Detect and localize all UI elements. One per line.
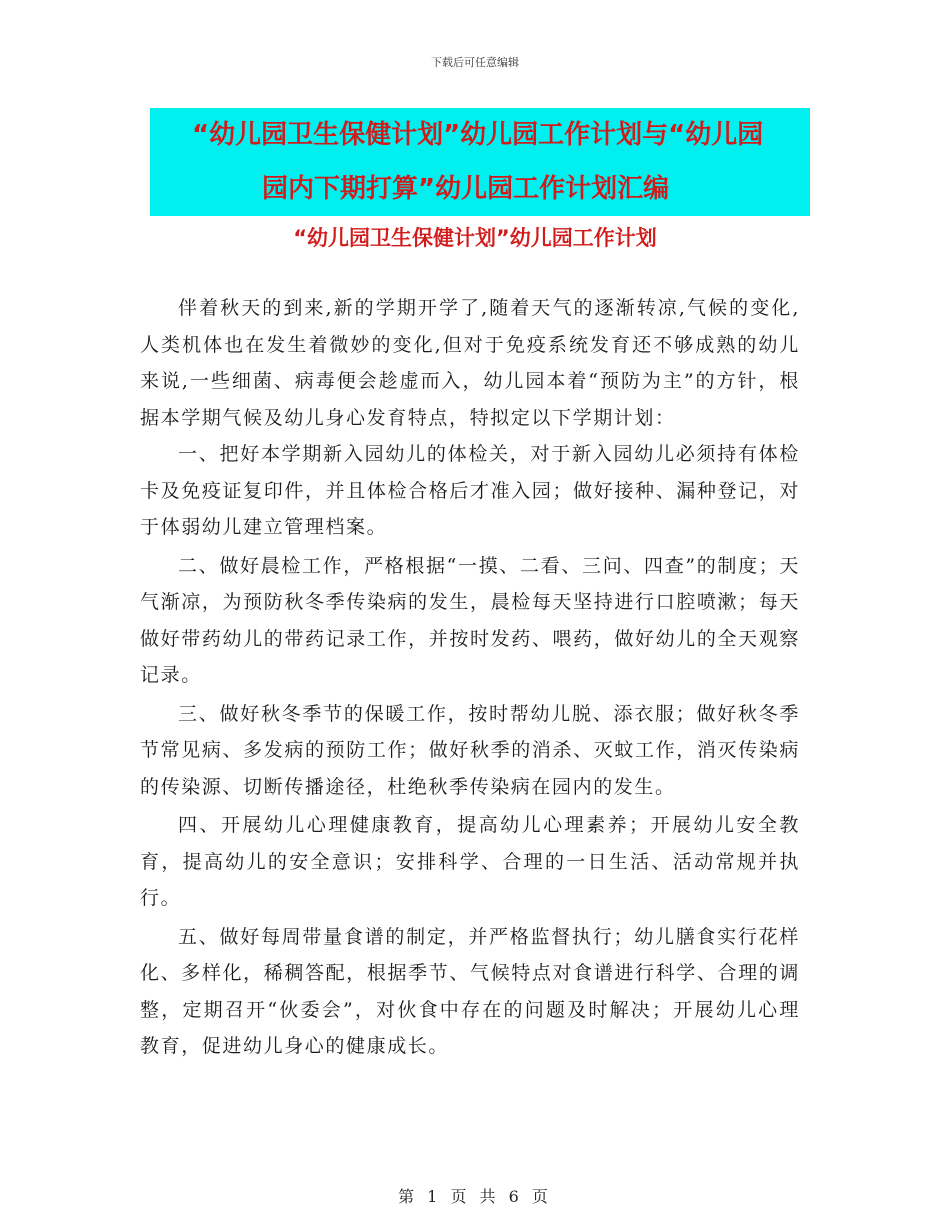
page-number: 第 1 页 共 6 页: [398, 1187, 552, 1206]
paragraph-intro: 伴着秋天的到来,新的学期开学了,随着天气的逐渐转凉,气候的变化,人类机体也在发生着微妙的变化,但对于免疫系统发育还不够成熟的幼儿来说,一些细菌、病毒便会趁虚而入，幼儿园本着“预防为主”的方针，根据本学期气候及幼儿身心发育特点，特拟定以下学期计划：: [140, 297, 800, 429]
paragraph-item-4: 四、开展幼儿心理健康教育，提高幼儿心理素养；开展幼儿安全教育，提高幼儿的安全意识；安排科学、合理的一日生活、活动常规并执行。: [140, 814, 800, 909]
paragraph-item-1: 一、把好本学期新入园幼儿的体检关，对于新入园幼儿必须持有体检卡及免疫证复印件，并且体检合格后才准入园；做好接种、漏种登记，对于体弱幼儿建立管理档案。: [140, 443, 800, 538]
document-body: [140, 290, 800, 1065]
section-title: “幼儿园卫生保健计划”幼儿园工作计划: [293, 226, 657, 250]
paragraph-item-5: 五、做好每周带量食谱的制定，并严格监督执行；幼儿膳食实行花样化、多样化，稀稠答配，根据季节、气候特点对食谱进行科学、合理的调整，定期召开“伙委会”，对伙食中存在的问题及时解决；开展幼儿心理教育，促进幼儿身心的健康成长。: [140, 925, 800, 1057]
paragraph-item-3: 三、做好秋冬季节的保暖工作，按时帮幼儿脱、添衣服；做好秋冬季节常见病、多发病的预防工作；做好秋季的消杀、灭蚊工作，消灭传染病的传染源、切断传播途径，杜绝秋季传染病在园内的发生。: [140, 702, 800, 798]
title-line-2: 园内下期打算”幼儿园工作计划汇编: [262, 174, 670, 204]
paragraph-item-2: 二、做好晨检工作，严格根据“一摸、二看、三问、四查”的制度；天气渐凉，为预防秋冬季传染病的发生，晨检每天坚持进行口腔喷漱；每天做好带药幼儿的带药记录工作，并按时发药、喂药，做好幼儿的全天观察记录。: [140, 554, 800, 686]
header-note: 下载后可任意编辑: [431, 56, 519, 69]
title-line-1: “幼儿园卫生保健计划”幼儿园工作计划与“幼儿园: [192, 120, 764, 150]
document-title: [150, 108, 810, 216]
